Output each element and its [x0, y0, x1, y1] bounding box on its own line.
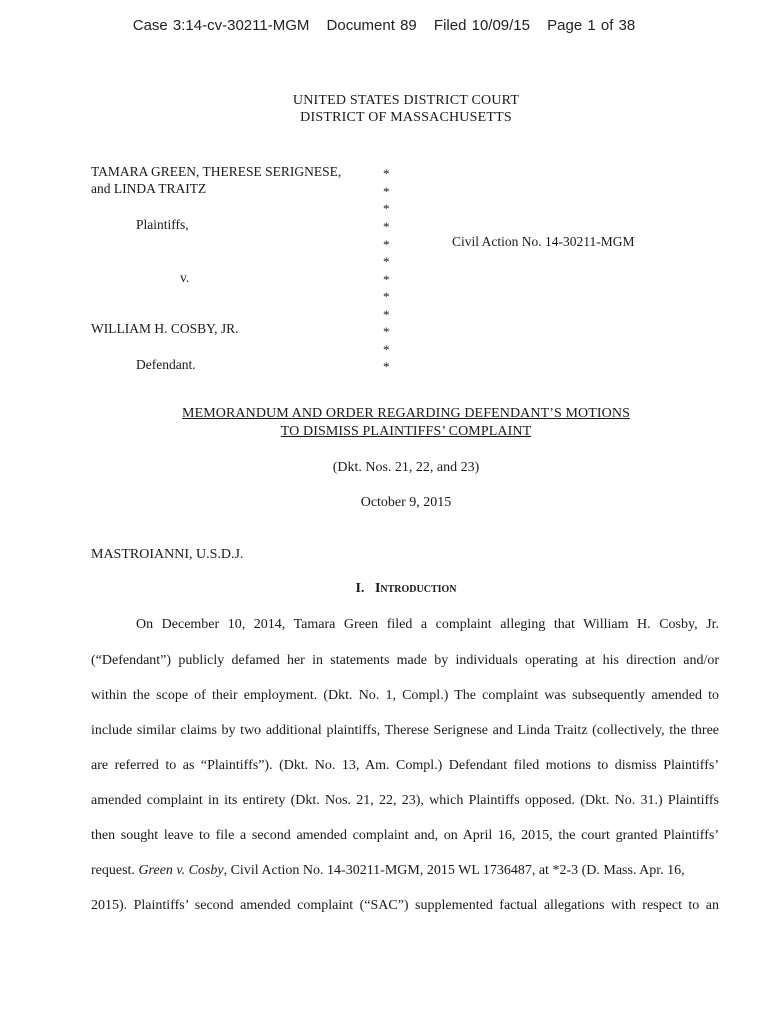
body-text-fragment: request. — [91, 863, 135, 878]
body-text-line: amended complaint in its entirety (Dkt. Nos. 21, 22, 23), which Plaintiffs opposed. (Dkt. No. 31.) Plaintiffs — [91, 793, 719, 808]
body-text-line — [91, 863, 719, 879]
case-header-stamp — [0, 17, 768, 34]
plaintiffs-names-line2: and LINDA TRAITZ — [91, 181, 207, 196]
caption-star: * — [383, 342, 390, 357]
defendant-name: WILLIAM H. COSBY, JR. — [91, 321, 239, 336]
caption-star: * — [383, 359, 390, 374]
document-title — [0, 405, 768, 441]
caption-star: * — [383, 324, 390, 339]
section-title: Introduction — [374, 581, 457, 596]
plaintiffs-label: Plaintiffs, — [136, 217, 189, 232]
court-district: DISTRICT OF MASSACHUSETTS — [300, 110, 512, 125]
civil-action-number: Civil Action No. 14-30211-MGM — [452, 234, 635, 249]
body-text-fragment: , Civil Action No. 14-30211-MGM, 2015 WL 1736487, at *2-3 (D. Mass. Apr. 16, — [223, 863, 685, 878]
case-citation-name: Green v. Cosby — [138, 863, 224, 878]
plaintiffs-names-line1: TAMARA GREEN, THERESE SERIGNESE, — [91, 164, 342, 179]
court-name: UNITED STATES DISTRICT COURT — [292, 93, 520, 108]
section-heading — [0, 581, 768, 597]
body-text-line: 2015). Plaintiffs’ second amended complaint (“SAC”) supplemented factual allegations with respect to an — [91, 898, 719, 913]
caption-star: * — [383, 166, 390, 181]
body-text-line: (“Defendant”) publicly defamed her in statements made by individuals operating at his direction and/or — [91, 653, 719, 668]
page-indicator: Page 1 of 38 — [547, 17, 636, 34]
document-title-line2: TO DISMISS PLAINTIFFS’ COMPLAINT — [280, 424, 532, 439]
caption-star: * — [383, 219, 390, 234]
caption-star: * — [383, 237, 390, 252]
court-heading — [0, 92, 768, 126]
docket-reference: (Dkt. Nos. 21, 22, and 23) — [332, 460, 480, 475]
section-number: I. — [355, 581, 365, 596]
case-number: Case 3:14-cv-30211-MGM — [132, 17, 310, 34]
body-text-line: are referred to as “Plaintiffs”). (Dkt. No. 13, Am. Compl.) Defendant filed motions to dismiss Plaintiffs’ — [91, 758, 719, 773]
body-text-line: then sought leave to file a second amended complaint and, on April 16, 2015, the court granted Plaintiffs’ — [91, 828, 719, 843]
body-text-line: within the scope of their employment. (Dkt. No. 1, Compl.) The complaint was subsequently amended to — [91, 688, 719, 703]
versus-label: v. — [180, 270, 190, 285]
caption-star: * — [383, 254, 390, 269]
defendant-label: Defendant. — [136, 357, 196, 372]
body-text-line: include similar claims by two additional plaintiffs, Therese Serignese and Linda Traitz (collectively, the three — [91, 723, 719, 738]
document-title-line1: MEMORANDUM AND ORDER REGARDING DEFENDANT’S MOTIONS — [182, 406, 630, 421]
caption-star: * — [383, 272, 390, 287]
order-date: October 9, 2015 — [360, 495, 452, 510]
caption-star: * — [383, 184, 390, 199]
filed-date: Filed 10/09/15 — [433, 17, 530, 34]
caption-star: * — [383, 201, 390, 216]
judge-signature-line: MASTROIANNI, U.S.D.J. — [91, 547, 244, 562]
caption-star: * — [383, 289, 390, 304]
body-text-line: On December 10, 2014, Tamara Green filed a complaint alleging that William H. Cosby, Jr. — [136, 617, 719, 632]
caption-star: * — [383, 307, 390, 322]
document-number: Document 89 — [326, 17, 417, 34]
